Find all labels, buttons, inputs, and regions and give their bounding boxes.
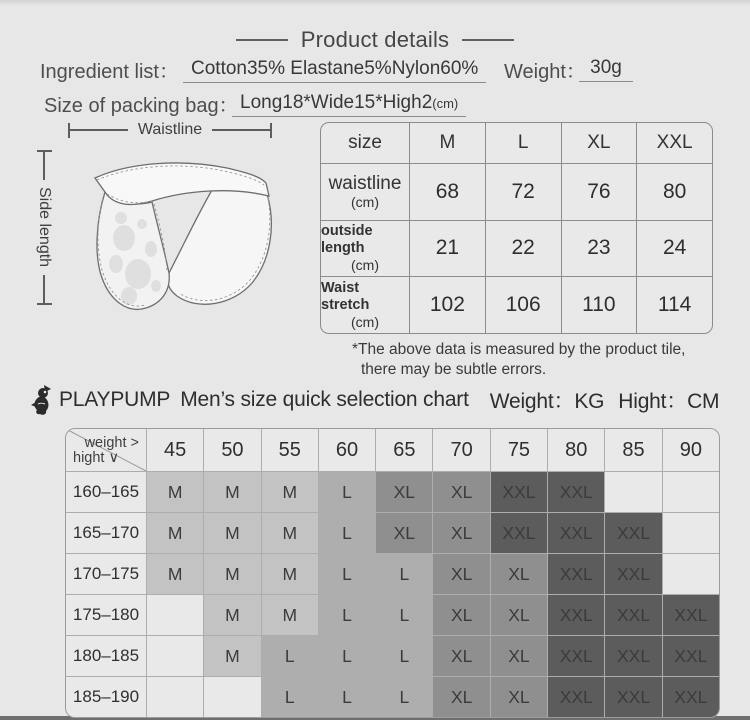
chart-size-cell: XXL — [548, 595, 604, 635]
size-table-value-cell: 102 — [410, 277, 485, 333]
chart-size-cell — [605, 472, 661, 512]
size-table-row-label — [321, 164, 409, 220]
top-edge-shade — [0, 0, 750, 6]
chart-size-cell: XL — [433, 677, 489, 717]
size-table-value-cell: 76 — [562, 164, 637, 220]
chart-size-cell: XL — [376, 472, 432, 512]
chart-size-cell: XL — [433, 554, 489, 594]
chart-size-cell: XXL — [605, 513, 661, 553]
packing-bag-value — [232, 92, 466, 117]
size-table-row-label — [321, 221, 409, 277]
chart-weight-unit: Weight：KG — [489, 390, 605, 413]
chart-size-cell: XL — [433, 636, 489, 676]
chart-size-cell — [147, 677, 203, 717]
chart-size-cell: L — [319, 472, 375, 512]
chart-size-cell: XL — [376, 513, 432, 553]
corner-height-label: hight ∨ — [73, 450, 120, 466]
chart-size-cell: XL — [491, 677, 547, 717]
title-dash-left — [236, 39, 288, 41]
brand-name: PLAYPUMP — [59, 388, 171, 411]
size-table — [320, 122, 713, 334]
size-table-value-cell: 24 — [637, 221, 712, 277]
waistline-label: Waistline — [137, 121, 203, 138]
chart-size-cell: L — [319, 677, 375, 717]
chart-size-cell: XL — [491, 636, 547, 676]
row-label-text: Waist stretch — [321, 280, 370, 314]
chart-size-cell — [663, 554, 719, 594]
chart-size-cell: M — [147, 472, 203, 512]
chart-size-cell: L — [319, 595, 375, 635]
chart-size-cell: XL — [433, 472, 489, 512]
chart-height-row-label: 165–170 — [66, 513, 146, 553]
chart-size-cell: M — [204, 595, 260, 635]
row-label-unit: (cm) — [351, 314, 379, 331]
corner-weight-label: weight > — [84, 435, 139, 451]
chart-size-cell — [147, 636, 203, 676]
ingredient-label: Ingredient list： — [40, 61, 179, 83]
chart-weight-column-header: 50 — [204, 429, 260, 471]
size-table-value-cell: 72 — [486, 164, 561, 220]
chart-corner-cell — [66, 429, 146, 471]
chart-size-cell — [204, 677, 260, 717]
chart-size-cell: XL — [491, 554, 547, 594]
chart-size-cell: L — [376, 595, 432, 635]
chart-size-cell: L — [262, 636, 318, 676]
measure-tick — [37, 303, 52, 305]
chart-size-cell — [663, 513, 719, 553]
size-table-value-cell: 68 — [410, 164, 485, 220]
measure-tick — [270, 123, 272, 138]
chart-size-cell: M — [147, 513, 203, 553]
chart-size-cell: XXL — [491, 513, 547, 553]
size-table-value-cell: 106 — [486, 277, 561, 333]
chart-weight-column-header: 80 — [548, 429, 604, 471]
packing-bag-label: Size of packing bag： — [44, 95, 239, 117]
size-table-header-cell: L — [486, 123, 561, 163]
chart-size-cell: L — [376, 677, 432, 717]
row-label-unit: (cm) — [351, 193, 379, 210]
chart-size-cell: M — [204, 554, 260, 594]
chart-weight-column-header: 55 — [262, 429, 318, 471]
chart-size-cell: M — [147, 554, 203, 594]
selection-chart-header — [30, 384, 742, 416]
chart-height-row-label: 180–185 — [66, 636, 146, 676]
selection-chart-title: Men’s size quick selection chart — [180, 388, 469, 411]
chart-size-cell: M — [204, 472, 260, 512]
size-table-header-cell: M — [410, 123, 485, 163]
row-label-text: waistline — [328, 172, 402, 194]
chart-size-cell: L — [376, 554, 432, 594]
measure-line — [212, 129, 270, 131]
size-table-header-cell: XXL — [637, 123, 712, 163]
chart-size-cell: XXL — [663, 595, 719, 635]
page-title: Product details — [300, 27, 450, 52]
chart-size-cell: M — [262, 554, 318, 594]
chart-height-row-label: 175–180 — [66, 595, 146, 635]
weight-value: 30g — [579, 57, 633, 82]
chart-size-cell: XXL — [548, 513, 604, 553]
measure-line — [70, 129, 128, 131]
chart-size-cell: XL — [433, 513, 489, 553]
size-table-value-cell: 114 — [637, 277, 712, 333]
chart-size-cell: L — [262, 677, 318, 717]
chart-size-cell — [147, 595, 203, 635]
chart-size-cell: XL — [491, 595, 547, 635]
chart-size-cell: M — [204, 513, 260, 553]
size-table-header-cell: size — [321, 123, 409, 163]
section-header — [0, 27, 750, 53]
side-length-label: Side length — [36, 187, 53, 268]
chart-size-cell: M — [204, 636, 260, 676]
chart-size-cell: XXL — [548, 677, 604, 717]
chart-weight-column-header: 45 — [147, 429, 203, 471]
chart-size-cell: XXL — [663, 636, 719, 676]
chart-height-row-label: 160–165 — [66, 472, 146, 512]
note-line-2: there may be subtle errors. — [361, 361, 547, 378]
chart-size-cell: XXL — [663, 677, 719, 717]
size-table-value-cell: 110 — [562, 277, 637, 333]
chart-size-cell: XL — [433, 595, 489, 635]
ingredient-value: Cotton35% Elastane5%Nylon60% — [183, 58, 486, 83]
title-dash-right — [462, 39, 514, 41]
chart-weight-column-header: 60 — [319, 429, 375, 471]
chart-size-cell: XXL — [548, 472, 604, 512]
chart-size-cell: L — [319, 513, 375, 553]
chart-size-cell: XXL — [605, 677, 661, 717]
chart-weight-column-header: 90 — [663, 429, 719, 471]
chart-height-row-label: 185–190 — [66, 677, 146, 717]
underwear-illustration — [72, 146, 300, 328]
size-table-value-cell: 22 — [486, 221, 561, 277]
chart-size-cell: M — [262, 595, 318, 635]
measurement-note — [352, 340, 685, 380]
packing-bag-size: Long18*Wide15*High2 — [240, 92, 433, 113]
weight-label: Weight： — [504, 61, 586, 83]
chart-size-cell: M — [262, 472, 318, 512]
chart-size-cell: XXL — [605, 595, 661, 635]
chart-size-cell: XXL — [548, 554, 604, 594]
waistline-measure-guide — [68, 122, 272, 138]
row-label-unit: (cm) — [351, 257, 379, 274]
size-table-row-label — [321, 277, 409, 333]
chart-weight-column-header: 65 — [376, 429, 432, 471]
chart-weight-column-header: 85 — [605, 429, 661, 471]
chart-size-cell: XXL — [605, 636, 661, 676]
row-label-text: outside length — [321, 223, 373, 257]
measure-line — [43, 152, 45, 180]
side-length-measure-guide — [36, 150, 52, 305]
size-table-header-cell: XL — [562, 123, 637, 163]
chart-size-cell: M — [262, 513, 318, 553]
chart-size-cell: XXL — [605, 554, 661, 594]
packing-bag-unit: (cm) — [432, 96, 459, 111]
selection-chart — [65, 428, 720, 718]
chart-weight-column-header: 70 — [433, 429, 489, 471]
note-line-1: *The above data is measured by the product tile, — [352, 341, 686, 358]
measure-line — [43, 275, 45, 303]
chart-size-cell: L — [376, 636, 432, 676]
chart-size-cell: L — [319, 636, 375, 676]
size-table-value-cell: 80 — [637, 164, 712, 220]
chart-height-unit: Hight：CM — [618, 390, 720, 413]
chart-height-row-label: 170–175 — [66, 554, 146, 594]
size-table-value-cell: 21 — [410, 221, 485, 277]
chart-size-cell: XXL — [548, 636, 604, 676]
chart-size-cell: XXL — [491, 472, 547, 512]
brand-logo-icon — [30, 384, 56, 416]
size-table-value-cell: 23 — [562, 221, 637, 277]
chart-size-cell: L — [319, 554, 375, 594]
chart-size-cell — [663, 472, 719, 512]
chart-weight-column-header: 75 — [491, 429, 547, 471]
